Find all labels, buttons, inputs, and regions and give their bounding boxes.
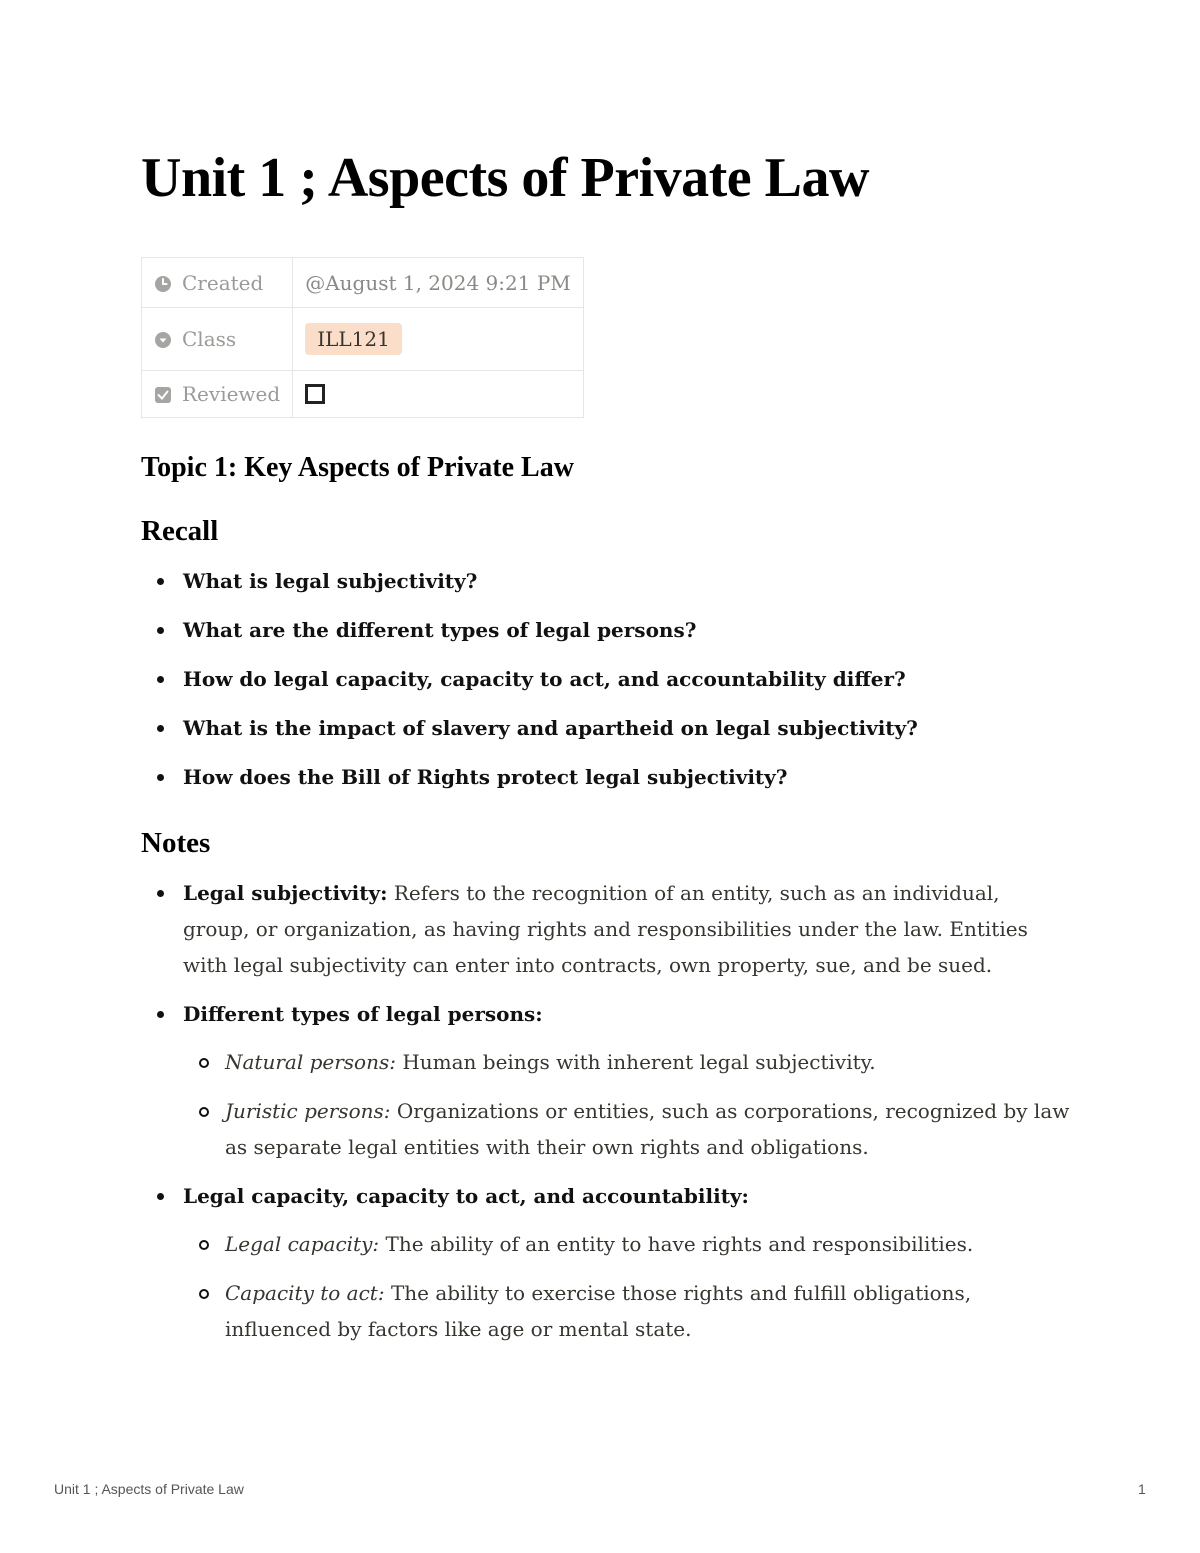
sub-list-item	[183, 1044, 1071, 1080]
bullet-icon	[157, 578, 164, 585]
list-item-text: What are the different types of legal persons?	[183, 618, 697, 642]
property-row-reviewed	[142, 371, 584, 418]
definition: Human beings with inherent legal subjectivity.	[395, 1050, 876, 1074]
list-item-text: What is the impact of slavery and apartheid on legal subjectivity?	[183, 716, 918, 740]
property-row-class	[142, 308, 584, 371]
checkbox-icon	[154, 386, 172, 404]
property-value-reviewed	[293, 371, 584, 418]
sub-list-item	[183, 1275, 1071, 1347]
term: Capacity to act:	[225, 1281, 385, 1305]
recall-heading: Recall	[141, 515, 219, 547]
bullet-icon	[157, 890, 164, 897]
list-item	[141, 875, 1071, 983]
list-item	[141, 661, 1071, 697]
class-tag[interactable]: ILL121	[305, 323, 402, 355]
property-label: Class	[182, 327, 237, 351]
definition: Refers to the recognition of an entity, such as an individual, group, or organization, as having rights and responsibilities under the law. Entities with legal subjectivity can enter into contracts, own property, sue, and be sued.	[183, 881, 1028, 977]
reviewed-checkbox[interactable]	[305, 384, 325, 404]
definition: The ability of an entity to have rights and responsibilities.	[379, 1232, 974, 1256]
select-icon	[154, 331, 172, 349]
term: Legal capacity, capacity to act, and accountability:	[183, 1184, 749, 1208]
bullet-icon	[157, 1193, 164, 1200]
bullet-icon	[157, 676, 164, 683]
notes-heading: Notes	[141, 827, 211, 859]
sub-list-item	[183, 1226, 1071, 1262]
property-label: Reviewed	[182, 382, 281, 406]
bullet-icon	[157, 774, 164, 781]
notes-list	[141, 875, 1071, 1360]
page-number: 1	[1138, 1481, 1146, 1497]
sub-list	[183, 1226, 1071, 1347]
definition: The ability to exercise those rights and fulfill obligations, influenced by factors like age or mental state.	[225, 1281, 972, 1341]
circle-bullet-icon	[199, 1289, 209, 1299]
clock-icon	[154, 275, 172, 293]
term: Legal subjectivity:	[183, 881, 388, 905]
term: Legal capacity:	[225, 1232, 380, 1256]
footer-title: Unit 1 ; Aspects of Private Law	[54, 1481, 244, 1497]
properties-table	[141, 257, 584, 418]
list-item	[141, 710, 1071, 746]
page-title: Unit 1 ; Aspects of Private Law	[141, 147, 869, 209]
list-item	[141, 612, 1071, 648]
property-value-created[interactable]: @August 1, 2024 9:21 PM	[293, 258, 584, 308]
property-key-class	[142, 308, 293, 371]
property-row-created	[142, 258, 584, 308]
list-item	[141, 759, 1071, 795]
list-item	[141, 1178, 1071, 1347]
bullet-icon	[157, 1011, 164, 1018]
property-value-class[interactable]	[293, 308, 584, 371]
list-item-text: How do legal capacity, capacity to act, and accountability differ?	[183, 667, 906, 691]
recall-list	[141, 563, 1071, 808]
list-item-text: How does the Bill of Rights protect legal subjectivity?	[183, 765, 788, 789]
sub-list	[183, 1044, 1071, 1165]
property-label: Created	[182, 270, 264, 295]
list-item	[141, 996, 1071, 1165]
circle-bullet-icon	[199, 1107, 209, 1117]
property-key-created	[142, 258, 293, 308]
definition: Organizations or entities, such as corporations, recognized by law as separate legal entities with their own rights and obligations.	[225, 1099, 1070, 1159]
term: Juristic persons:	[225, 1099, 391, 1123]
list-item-text: What is legal subjectivity?	[183, 569, 478, 593]
term: Different types of legal persons:	[183, 1002, 543, 1026]
term: Natural persons:	[225, 1050, 396, 1074]
bullet-icon	[157, 627, 164, 634]
sub-list-item	[183, 1093, 1071, 1165]
circle-bullet-icon	[199, 1058, 209, 1068]
topic-heading: Topic 1: Key Aspects of Private Law	[141, 452, 574, 483]
list-item	[141, 563, 1071, 599]
bullet-icon	[157, 725, 164, 732]
property-key-reviewed	[142, 371, 293, 418]
circle-bullet-icon	[199, 1240, 209, 1250]
